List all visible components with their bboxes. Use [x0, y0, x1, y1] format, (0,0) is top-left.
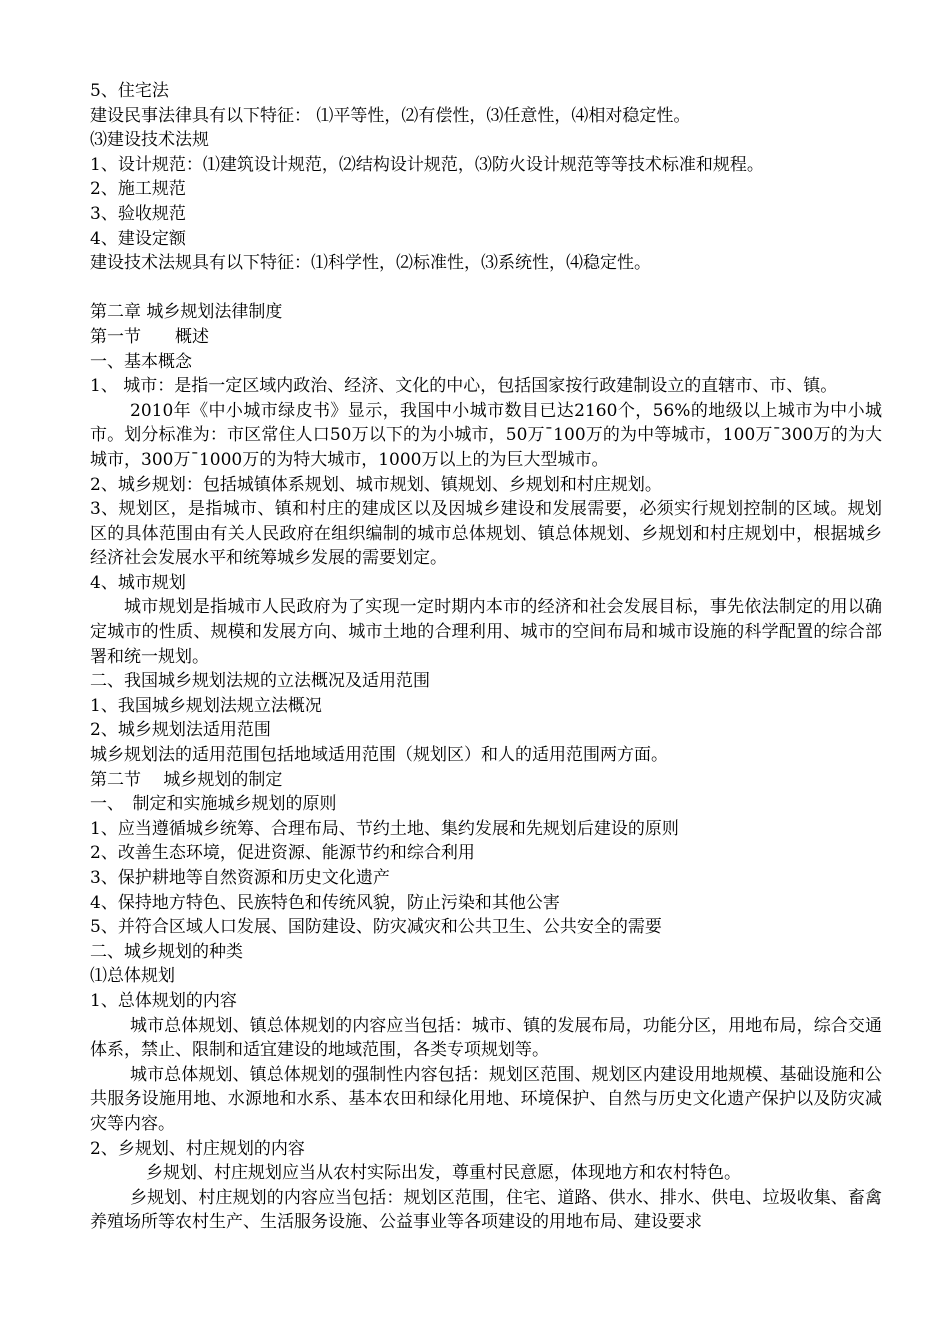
text-line: 4、保持地方特色、民族特色和传统风貌，防止污染和其他公害 [90, 892, 560, 913]
paragraph: 1、 城市：是指一定区域内政治、经济、文化的中心，包括国家按行政建制设立的直辖市、市、镇。 [90, 376, 838, 397]
text-line: 3、保护耕地等自然资源和历史文化遗产 [90, 868, 390, 888]
text-line: 建设民事法律具有以下特征： ⑴平等性，⑵有偿性，⑶任意性，⑷相对稳定性。 [90, 105, 691, 126]
text-line: 2、乡规划、村庄规划的内容 [90, 1138, 305, 1159]
text-line: 2、施工规范 [90, 179, 186, 200]
subsection-heading: 二、我国城乡规划法规的立法概况及适用范围 [90, 671, 430, 692]
paragraph: 2010年《中小城市绿皮书》显示，我国中小城市数目已达2160个，56%的地级以上城市为中小城市。划分标准为：市区常住人口50万以下的为小城市，50万¯100万的为中等城市，100万¯300万的为大城市，300万¯1000万的为特大城市，1000万以上的为巨大型城市。 [90, 400, 882, 470]
text-line: 1、我国城乡规划法规立法概况 [90, 695, 322, 716]
text-line: 1、总体规划的内容 [90, 990, 237, 1011]
text-line: 4、建设定额 [90, 228, 186, 249]
text-line: 2、城乡规划：包括城镇体系规划、城市规划、镇规划、乡规划和村庄规划。 [90, 474, 662, 495]
section-heading: 第二节 城乡规划的制定 [90, 769, 283, 790]
paragraph: 3、规划区，是指城市、镇和村庄的建成区以及因城乡建设和发展需要，必须实行规划控制的区域。规划区的具体范围由有关人民政府在组织编制的城市总体规划、镇总体规划、乡规划和村庄规划中，根据城乡经济社会发展水平和统筹城乡发展的需要划定。 [90, 499, 882, 569]
text-line: 3、验收规范 [90, 203, 186, 224]
subsection-heading: 一、 制定和实施城乡规划的原则 [90, 794, 337, 815]
text-line: 4、城市规划 [90, 572, 186, 593]
subsection-heading: 二、城乡规划的种类 [90, 941, 243, 962]
section-heading: ⑶建设技术法规 [90, 130, 209, 151]
text-line: 2、改善生态环境，促进资源、能源节约和综合利用 [90, 843, 475, 864]
chapter-heading: 第二章 城乡规划法律制度 [90, 302, 283, 323]
section-heading: 第一节 概述 [90, 326, 209, 347]
text-line: 5、并符合区域人口发展、国防建设、防灾减灾和公共卫生、公共安全的需要 [90, 917, 662, 938]
paragraph: 乡规划、村庄规划的内容应当包括：规划区范围，住宅、道路、供水、排水、供电、垃圾收集、畜禽养殖场所等农村生产、生活服务设施、公益事业等各项建设的用地布局、建设要求 [90, 1187, 882, 1233]
text-line: 乡规划、村庄规划应当从农村实际出发，尊重村民意愿，体现地方和农村特色。 [146, 1163, 741, 1184]
blank-line [90, 276, 882, 301]
text-line: 2、城乡规划法适用范围 [90, 720, 271, 741]
text-line: 1、应当遵循城乡统筹、合理布局、节约土地、集约发展和先规划后建设的原则 [90, 818, 679, 839]
text-line: ⑴总体规划 [90, 966, 175, 987]
paragraph: 城市总体规划、镇总体规划的内容应当包括：城市、镇的发展布局，功能分区，用地布局，综合交通体系，禁止、限制和适宜建设的地域范围，各类专项规划等。 [90, 1015, 882, 1061]
text-line: 5、住宅法 [90, 81, 169, 101]
document-page [90, 79, 882, 1235]
paragraph: 城市总体规划、镇总体规划的强制性内容包括：规划区范围、规划区内建设用地规模、基础设施和公共服务设施用地、水源地和水系、基本农田和绿化用地、环境保护、自然与历史文化遗产保护以及防灾减灾等内容。 [90, 1064, 882, 1134]
text-line: 1、设计规范：⑴建筑设计规范，⑵结构设计规范，⑶防火设计规范等等技术标准和规程。 [90, 154, 764, 175]
text-line: 建设技术法规具有以下特征：⑴科学性，⑵标准性，⑶系统性，⑷稳定性。 [90, 253, 651, 274]
text-line: 城乡规划法的适用范围包括地域适用范围（规划区）和人的适用范围两方面。 [90, 745, 668, 766]
subsection-heading: 一、基本概念 [90, 351, 192, 372]
paragraph: 城市规划是指城市人民政府为了实现一定时期内本市的经济和社会发展目标，事先依法制定的用以确定城市的性质、规模和发展方向、城市土地的合理利用、城市的空间布局和城市设施的科学配置的综合部署和统一规划。 [90, 597, 882, 667]
